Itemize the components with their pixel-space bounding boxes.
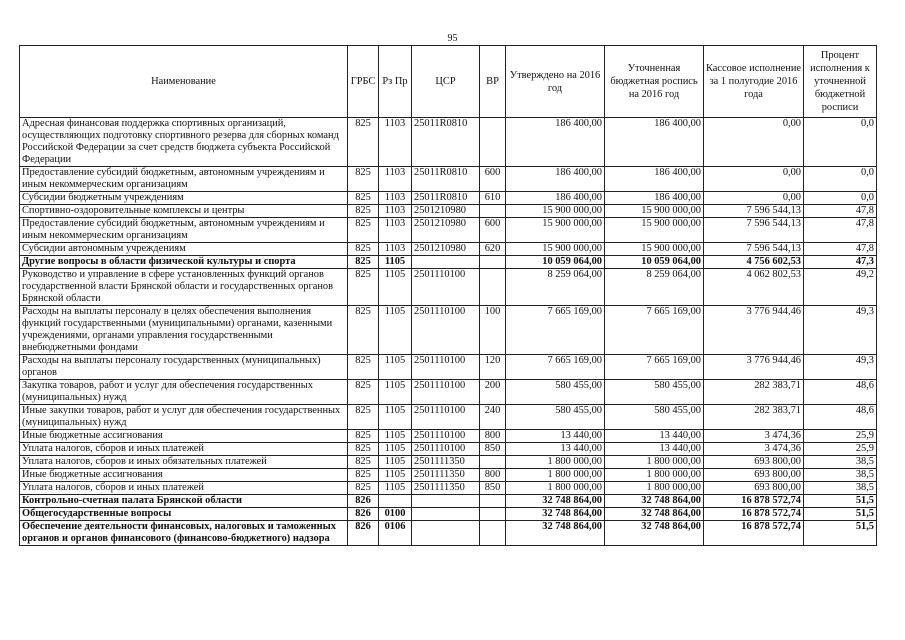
header-vr: ВР xyxy=(480,46,506,118)
table-row xyxy=(20,118,877,167)
header-cash: Кассовое исполнение за 1 полугодие 2016 года xyxy=(704,46,804,118)
cell-refined: 1 800 000,00 xyxy=(605,482,704,495)
cell-rzpr: 1105 xyxy=(379,269,412,306)
cell-refined: 32 748 864,00 xyxy=(605,508,704,521)
table-row xyxy=(20,243,877,256)
cell-refined: 186 400,00 xyxy=(605,167,704,192)
cell-rzpr: 0106 xyxy=(379,521,412,546)
cell-approved: 7 665 169,00 xyxy=(506,306,605,355)
cell-grbs: 825 xyxy=(348,167,379,192)
cell-cash: 693 800,00 xyxy=(704,456,804,469)
cell-name: Руководство и управление в сфере установленных функций органов государственной власти Брянской области и государственных органов Брянской области xyxy=(20,269,348,306)
cell-name: Уплата налогов, сборов и иных обязательных платежей xyxy=(20,456,348,469)
header-percent: Процент исполнения к уточненной бюджетной росписи xyxy=(804,46,877,118)
cell-approved: 580 455,00 xyxy=(506,380,605,405)
cell-percent: 0,0 xyxy=(804,192,877,205)
cell-refined: 1 800 000,00 xyxy=(605,469,704,482)
cell-grbs: 825 xyxy=(348,306,379,355)
cell-name: Субсидии бюджетным учреждениям xyxy=(20,192,348,205)
cell-csr: 2501210980 xyxy=(412,205,480,218)
cell-rzpr: 1105 xyxy=(379,256,412,269)
table-row xyxy=(20,456,877,469)
cell-refined: 32 748 864,00 xyxy=(605,521,704,546)
cell-refined: 15 900 000,00 xyxy=(605,218,704,243)
cell-grbs: 826 xyxy=(348,508,379,521)
cell-approved: 186 400,00 xyxy=(506,167,605,192)
header-csr: ЦСР xyxy=(412,46,480,118)
cell-vr xyxy=(480,521,506,546)
cell-vr: 200 xyxy=(480,380,506,405)
table-row xyxy=(20,482,877,495)
cell-grbs: 825 xyxy=(348,355,379,380)
table-row xyxy=(20,205,877,218)
cell-rzpr: 1103 xyxy=(379,243,412,256)
cell-percent: 51,5 xyxy=(804,495,877,508)
cell-name: Иные бюджетные ассигнования xyxy=(20,430,348,443)
cell-csr: 2501111350 xyxy=(412,456,480,469)
cell-name: Спортивно-оздоровительные комплексы и центры xyxy=(20,205,348,218)
cell-rzpr: 1105 xyxy=(379,482,412,495)
table-row xyxy=(20,256,877,269)
cell-approved: 15 900 000,00 xyxy=(506,205,605,218)
cell-grbs: 825 xyxy=(348,469,379,482)
table-row xyxy=(20,430,877,443)
cell-cash: 0,00 xyxy=(704,167,804,192)
cell-grbs: 825 xyxy=(348,443,379,456)
cell-vr: 800 xyxy=(480,469,506,482)
cell-refined: 32 748 864,00 xyxy=(605,495,704,508)
cell-approved: 8 259 064,00 xyxy=(506,269,605,306)
cell-csr: 2501210980 xyxy=(412,243,480,256)
cell-percent: 47,8 xyxy=(804,218,877,243)
header-name: Наименование xyxy=(20,46,348,118)
cell-percent: 49,3 xyxy=(804,306,877,355)
cell-rzpr: 0100 xyxy=(379,508,412,521)
cell-rzpr: 1105 xyxy=(379,380,412,405)
cell-rzpr: 1105 xyxy=(379,469,412,482)
cell-csr: 25011R0810 xyxy=(412,118,480,167)
cell-approved: 1 800 000,00 xyxy=(506,482,605,495)
cell-vr: 850 xyxy=(480,482,506,495)
cell-percent: 25,9 xyxy=(804,443,877,456)
cell-refined: 1 800 000,00 xyxy=(605,456,704,469)
table-row xyxy=(20,192,877,205)
cell-approved: 10 059 064,00 xyxy=(506,256,605,269)
cell-refined: 7 665 169,00 xyxy=(605,355,704,380)
cell-percent: 49,2 xyxy=(804,269,877,306)
cell-csr xyxy=(412,495,480,508)
cell-rzpr: 1105 xyxy=(379,443,412,456)
cell-name: Общегосударственные вопросы xyxy=(20,508,348,521)
cell-rzpr: 1105 xyxy=(379,430,412,443)
cell-percent: 51,5 xyxy=(804,508,877,521)
cell-approved: 580 455,00 xyxy=(506,405,605,430)
table-row xyxy=(20,355,877,380)
cell-name: Обеспечение деятельности финансовых, налоговых и таможенных органов и органов финансового (финансово-бюджетного) надзора xyxy=(20,521,348,546)
table-body xyxy=(20,118,877,546)
cell-rzpr: 1103 xyxy=(379,218,412,243)
cell-vr: 620 xyxy=(480,243,506,256)
cell-vr: 240 xyxy=(480,405,506,430)
cell-grbs: 825 xyxy=(348,118,379,167)
cell-percent: 25,9 xyxy=(804,430,877,443)
cell-name: Контрольно-счетная палата Брянской области xyxy=(20,495,348,508)
cell-vr: 850 xyxy=(480,443,506,456)
cell-percent: 49,3 xyxy=(804,355,877,380)
cell-rzpr xyxy=(379,495,412,508)
table-header-row xyxy=(20,46,877,118)
header-grbs: ГРБС xyxy=(348,46,379,118)
cell-cash: 282 383,71 xyxy=(704,405,804,430)
cell-percent: 0,0 xyxy=(804,118,877,167)
cell-percent: 38,5 xyxy=(804,469,877,482)
cell-vr: 600 xyxy=(480,167,506,192)
cell-name: Другие вопросы в области физической культуры и спорта xyxy=(20,256,348,269)
cell-name: Закупка товаров, работ и услуг для обеспечения государственных (муниципальных) нужд xyxy=(20,380,348,405)
cell-grbs: 825 xyxy=(348,192,379,205)
cell-percent: 38,5 xyxy=(804,482,877,495)
cell-grbs: 825 xyxy=(348,256,379,269)
cell-vr: 600 xyxy=(480,218,506,243)
cell-refined: 186 400,00 xyxy=(605,192,704,205)
cell-grbs: 825 xyxy=(348,243,379,256)
cell-csr: 25011R0810 xyxy=(412,167,480,192)
budget-execution-table xyxy=(19,45,877,546)
cell-vr: 800 xyxy=(480,430,506,443)
cell-cash: 3 776 944,46 xyxy=(704,306,804,355)
cell-approved: 7 665 169,00 xyxy=(506,355,605,380)
cell-cash: 3 776 944,46 xyxy=(704,355,804,380)
cell-cash: 3 474,36 xyxy=(704,430,804,443)
cell-rzpr: 1105 xyxy=(379,355,412,380)
cell-rzpr: 1103 xyxy=(379,205,412,218)
cell-cash: 4 756 602,53 xyxy=(704,256,804,269)
cell-csr: 2501110100 xyxy=(412,405,480,430)
cell-percent: 48,6 xyxy=(804,405,877,430)
cell-name: Уплата налогов, сборов и иных платежей xyxy=(20,482,348,495)
header-approved: Утверждено на 2016 год xyxy=(506,46,605,118)
cell-percent: 51,5 xyxy=(804,521,877,546)
cell-vr xyxy=(480,269,506,306)
cell-csr: 2501111350 xyxy=(412,469,480,482)
cell-refined: 15 900 000,00 xyxy=(605,205,704,218)
cell-approved: 186 400,00 xyxy=(506,118,605,167)
cell-grbs: 826 xyxy=(348,521,379,546)
cell-csr: 2501110100 xyxy=(412,430,480,443)
cell-csr: 2501110100 xyxy=(412,306,480,355)
cell-vr xyxy=(480,256,506,269)
cell-approved: 32 748 864,00 xyxy=(506,508,605,521)
cell-vr xyxy=(480,495,506,508)
cell-grbs: 825 xyxy=(348,380,379,405)
table-row xyxy=(20,469,877,482)
cell-refined: 580 455,00 xyxy=(605,405,704,430)
cell-refined: 13 440,00 xyxy=(605,430,704,443)
cell-approved: 15 900 000,00 xyxy=(506,243,605,256)
cell-csr: 25011R0810 xyxy=(412,192,480,205)
cell-grbs: 825 xyxy=(348,430,379,443)
cell-approved: 1 800 000,00 xyxy=(506,469,605,482)
cell-cash: 0,00 xyxy=(704,118,804,167)
table-row xyxy=(20,405,877,430)
cell-percent: 0,0 xyxy=(804,167,877,192)
cell-grbs: 825 xyxy=(348,218,379,243)
cell-grbs: 825 xyxy=(348,482,379,495)
cell-csr: 2501110100 xyxy=(412,380,480,405)
cell-vr: 610 xyxy=(480,192,506,205)
cell-cash: 3 474,36 xyxy=(704,443,804,456)
page-number: 95 xyxy=(447,33,458,44)
cell-grbs: 825 xyxy=(348,205,379,218)
cell-cash: 693 800,00 xyxy=(704,469,804,482)
cell-rzpr: 1103 xyxy=(379,167,412,192)
cell-refined: 7 665 169,00 xyxy=(605,306,704,355)
cell-cash: 16 878 572,74 xyxy=(704,495,804,508)
cell-percent: 47,3 xyxy=(804,256,877,269)
header-refined: Уточненная бюджетная роспись на 2016 год xyxy=(605,46,704,118)
cell-name: Субсидии автономным учреждениям xyxy=(20,243,348,256)
cell-refined: 13 440,00 xyxy=(605,443,704,456)
cell-rzpr: 1105 xyxy=(379,405,412,430)
cell-name: Иные бюджетные ассигнования xyxy=(20,469,348,482)
cell-name: Расходы на выплаты персоналу государственных (муниципальных) органов xyxy=(20,355,348,380)
cell-refined: 10 059 064,00 xyxy=(605,256,704,269)
cell-refined: 186 400,00 xyxy=(605,118,704,167)
cell-cash: 4 062 802,53 xyxy=(704,269,804,306)
cell-approved: 186 400,00 xyxy=(506,192,605,205)
cell-vr xyxy=(480,205,506,218)
cell-cash: 693 800,00 xyxy=(704,482,804,495)
cell-cash: 16 878 572,74 xyxy=(704,521,804,546)
cell-rzpr: 1105 xyxy=(379,456,412,469)
cell-csr: 2501110100 xyxy=(412,443,480,456)
cell-approved: 13 440,00 xyxy=(506,430,605,443)
cell-name: Иные закупки товаров, работ и услуг для обеспечения государственных (муниципальных) нужд xyxy=(20,405,348,430)
table-row xyxy=(20,443,877,456)
table-row xyxy=(20,218,877,243)
cell-percent: 47,8 xyxy=(804,205,877,218)
table-row xyxy=(20,306,877,355)
table-row xyxy=(20,521,877,546)
cell-approved: 13 440,00 xyxy=(506,443,605,456)
cell-csr xyxy=(412,256,480,269)
table-row xyxy=(20,269,877,306)
cell-csr xyxy=(412,521,480,546)
cell-cash: 7 596 544,13 xyxy=(704,205,804,218)
table-row xyxy=(20,508,877,521)
cell-approved: 32 748 864,00 xyxy=(506,495,605,508)
cell-cash: 7 596 544,13 xyxy=(704,243,804,256)
cell-csr: 2501110100 xyxy=(412,269,480,306)
cell-grbs: 825 xyxy=(348,405,379,430)
cell-approved: 15 900 000,00 xyxy=(506,218,605,243)
cell-approved: 1 800 000,00 xyxy=(506,456,605,469)
cell-rzpr: 1103 xyxy=(379,192,412,205)
cell-name: Предоставление субсидий бюджетным, автономным учреждениям и иным некоммерческим организациям xyxy=(20,218,348,243)
cell-rzpr: 1105 xyxy=(379,306,412,355)
cell-vr xyxy=(480,456,506,469)
cell-csr: 2501111350 xyxy=(412,482,480,495)
cell-rzpr: 1103 xyxy=(379,118,412,167)
cell-name: Адресная финансовая поддержка спортивных организаций, осуществляющих подготовку спортивного резерва для сборных команд Российской Федерации за счет средств бюджета субъекта Российской Федерации xyxy=(20,118,348,167)
cell-csr xyxy=(412,508,480,521)
cell-vr: 120 xyxy=(480,355,506,380)
cell-vr xyxy=(480,118,506,167)
cell-refined: 8 259 064,00 xyxy=(605,269,704,306)
cell-refined: 580 455,00 xyxy=(605,380,704,405)
cell-cash: 7 596 544,13 xyxy=(704,218,804,243)
cell-name: Расходы на выплаты персоналу в целях обеспечения выполнения функций государственными (муниципальными) органами, казенными учреждениями, органами управления государственными внебюджетными фондами xyxy=(20,306,348,355)
cell-approved: 32 748 864,00 xyxy=(506,521,605,546)
cell-percent: 47,8 xyxy=(804,243,877,256)
cell-name: Предоставление субсидий бюджетным, автономным учреждениям и иным некоммерческим организациям xyxy=(20,167,348,192)
cell-cash: 0,00 xyxy=(704,192,804,205)
cell-cash: 282 383,71 xyxy=(704,380,804,405)
cell-percent: 48,6 xyxy=(804,380,877,405)
cell-name: Уплата налогов, сборов и иных платежей xyxy=(20,443,348,456)
cell-cash: 16 878 572,74 xyxy=(704,508,804,521)
table-row xyxy=(20,495,877,508)
cell-percent: 38,5 xyxy=(804,456,877,469)
cell-refined: 15 900 000,00 xyxy=(605,243,704,256)
cell-grbs: 825 xyxy=(348,269,379,306)
cell-grbs: 825 xyxy=(348,456,379,469)
table-row xyxy=(20,167,877,192)
table-row xyxy=(20,380,877,405)
cell-vr xyxy=(480,508,506,521)
header-rzpr: Рз Пр xyxy=(379,46,412,118)
cell-csr: 2501110100 xyxy=(412,355,480,380)
cell-csr: 2501210980 xyxy=(412,218,480,243)
cell-vr: 100 xyxy=(480,306,506,355)
cell-grbs: 826 xyxy=(348,495,379,508)
